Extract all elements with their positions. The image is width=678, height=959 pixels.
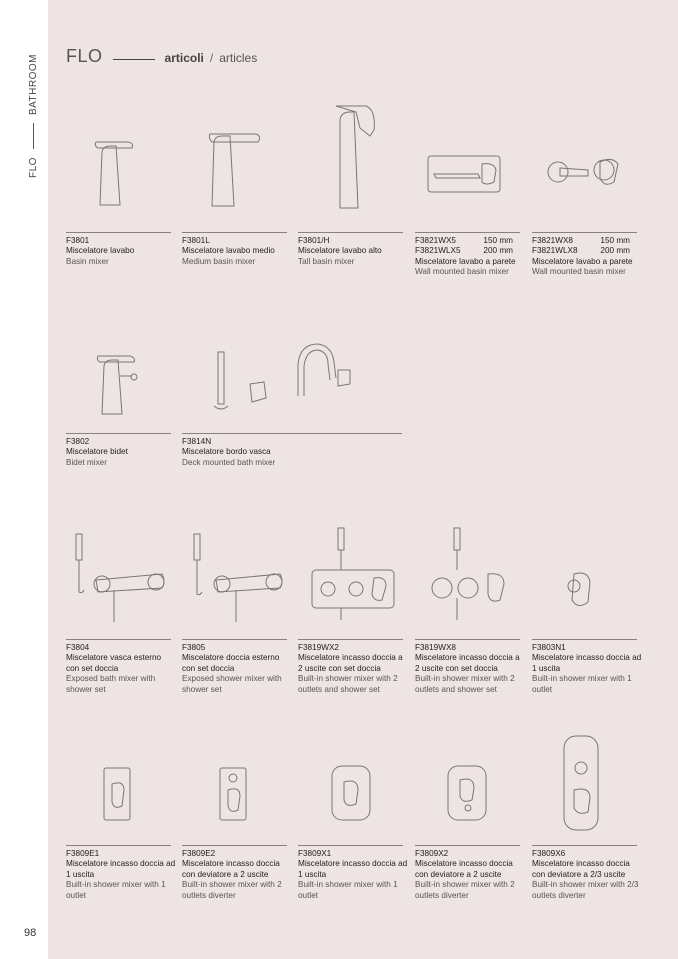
product-code-row bbox=[532, 246, 630, 256]
builtin-shower-single-illustration bbox=[560, 568, 600, 614]
product-code: F3809E2 bbox=[182, 849, 216, 858]
shower-mixer-round-plate-1-illustration bbox=[330, 764, 374, 822]
product-desc-it: Miscelatore lavabo alto bbox=[298, 246, 382, 256]
product-code: F3809X6 bbox=[532, 849, 566, 858]
product-rule bbox=[182, 845, 287, 846]
product-rule bbox=[532, 845, 637, 846]
product-desc-en: Built-in shower mixer with 2 outlets diverter bbox=[415, 880, 515, 900]
product-desc-it: Miscelatore lavabo a parete bbox=[532, 256, 633, 266]
product-desc-en: Tall basin mixer bbox=[298, 256, 355, 266]
product-rule bbox=[182, 433, 402, 434]
product-code: F3801L bbox=[182, 236, 210, 245]
builtin-shower-plate-illustration bbox=[308, 526, 398, 622]
tall-basin-mixer-illustration bbox=[330, 100, 380, 212]
header-title-it: articoli bbox=[164, 51, 204, 65]
page-header bbox=[66, 46, 257, 67]
shower-mixer-plate-1-illustration bbox=[102, 766, 134, 824]
product-size: 200 mm bbox=[483, 246, 513, 256]
product-desc-en: Built-in shower mixer with 2 outlets and shower set bbox=[298, 674, 398, 694]
header-brand: FLO bbox=[66, 46, 103, 66]
product-rule bbox=[415, 639, 520, 640]
product-rule bbox=[66, 433, 171, 434]
sidebar-brand: FLO bbox=[28, 157, 39, 178]
product-desc-it: Miscelatore incasso doccia a 2 uscite con set doccia bbox=[415, 653, 520, 673]
product-rule bbox=[182, 232, 287, 233]
product-code: F3809E1 bbox=[66, 849, 100, 858]
product-desc-it: Miscelatore bordo vasca bbox=[182, 447, 271, 457]
exposed-shower-mixer-illustration bbox=[188, 532, 288, 624]
product-desc-en: Built-in shower mixer with 1 outlet bbox=[298, 880, 398, 900]
product-rule bbox=[66, 845, 171, 846]
product-desc-en: Wall mounted basin mixer bbox=[415, 267, 509, 277]
sidebar-category: BATHROOM bbox=[28, 54, 39, 116]
product-code: F3821WLX5 bbox=[415, 246, 461, 256]
product-desc-it: Miscelatore lavabo bbox=[66, 246, 135, 256]
product-desc-en: Built-in shower mixer with 2/3 outlets diverter bbox=[532, 880, 639, 900]
product-code-row bbox=[415, 236, 513, 246]
product-rule bbox=[66, 232, 171, 233]
product-rule bbox=[532, 232, 637, 233]
product-code: F3809X2 bbox=[415, 849, 449, 858]
product-desc-it: Miscelatore doccia esterno con set doccia bbox=[182, 653, 280, 673]
product-desc-it: Miscelatore incasso doccia con deviatore a 2 uscite bbox=[182, 859, 280, 879]
product-desc-it: Miscelatore incasso doccia ad 1 uscita bbox=[298, 859, 408, 879]
product-desc-it: Miscelatore incasso doccia con deviatore a 2/3 uscite bbox=[532, 859, 630, 879]
sidebar bbox=[0, 0, 48, 959]
catalog-page bbox=[48, 0, 678, 959]
product-code: F3805 bbox=[182, 643, 206, 652]
product-desc-en: Wall mounted basin mixer bbox=[532, 267, 626, 277]
product-desc-en: Built-in shower mixer with 2 outlets and shower set bbox=[415, 674, 515, 694]
product-desc-it: Miscelatore bidet bbox=[66, 447, 128, 457]
product-desc-en: Basin mixer bbox=[66, 256, 109, 266]
shower-mixer-plate-2-illustration bbox=[218, 766, 250, 824]
wall-basin-mixer-illustration bbox=[544, 148, 624, 192]
builtin-shower-illustration bbox=[428, 526, 518, 622]
sidebar-label bbox=[28, 54, 39, 178]
product-code: F3821WX8 bbox=[532, 236, 573, 245]
product-desc-en: Exposed bath mixer with shower set bbox=[66, 674, 156, 694]
product-code: F3802 bbox=[66, 437, 90, 446]
product-desc-en: Built-in shower mixer with 1 outlet bbox=[532, 674, 632, 694]
product-desc-en: Built-in shower mixer with 1 outlet bbox=[66, 880, 166, 900]
product-rule bbox=[532, 639, 637, 640]
product-desc-it: Miscelatore lavabo a parete bbox=[415, 256, 516, 266]
product-desc-en: Exposed shower mixer with shower set bbox=[182, 674, 282, 694]
product-desc-it: Miscelatore incasso doccia a 2 uscite con set doccia bbox=[298, 653, 403, 673]
product-code: F3801/H bbox=[298, 236, 330, 245]
product-desc-it: Miscelatore vasca esterno con set doccia bbox=[66, 653, 162, 673]
product-desc-it: Miscelatore incasso doccia ad 1 uscita bbox=[532, 653, 642, 673]
product-rule bbox=[66, 639, 171, 640]
product-desc-it: Miscelatore lavabo medio bbox=[182, 246, 275, 256]
product-code: F3814N bbox=[182, 437, 212, 446]
header-separator: / bbox=[209, 51, 214, 65]
product-rule bbox=[298, 232, 403, 233]
bidet-mixer-illustration bbox=[90, 352, 140, 418]
shower-mixer-tall-plate-illustration bbox=[562, 734, 602, 832]
product-code-row bbox=[532, 236, 630, 246]
product-code: F3819WX8 bbox=[415, 643, 456, 652]
basin-mixer-illustration bbox=[88, 130, 138, 210]
wall-basin-mixer-plate-illustration bbox=[424, 148, 504, 196]
product-code: F3809X1 bbox=[298, 849, 332, 858]
product-code: F3821WX5 bbox=[415, 236, 456, 245]
product-desc-en: Deck mounted bath mixer bbox=[182, 457, 276, 467]
product-size: 150 mm bbox=[483, 236, 513, 245]
product-rule bbox=[298, 845, 403, 846]
product-size: 200 mm bbox=[600, 246, 630, 256]
product-desc-it: Miscelatore incasso doccia con deviatore a 2 uscite bbox=[415, 859, 513, 879]
product-code: F3801 bbox=[66, 236, 90, 245]
header-title-en: articles bbox=[219, 51, 258, 65]
product-desc-en: Medium basin mixer bbox=[182, 256, 256, 266]
sidebar-rule bbox=[33, 123, 34, 149]
product-rule bbox=[415, 232, 520, 233]
product-code: F3804 bbox=[66, 643, 90, 652]
product-code-row bbox=[415, 246, 513, 256]
header-rule bbox=[113, 59, 155, 60]
product-code: F3821WLX8 bbox=[532, 246, 578, 256]
product-desc-en: Built-in shower mixer with 2 outlets diverter bbox=[182, 880, 282, 900]
product-desc-en: Bidet mixer bbox=[66, 457, 107, 467]
product-code: F3819WX2 bbox=[298, 643, 339, 652]
product-code: F3803N1 bbox=[532, 643, 566, 652]
product-size: 150 mm bbox=[600, 236, 630, 245]
product-rule bbox=[415, 845, 520, 846]
deck-bath-mixer-illustration bbox=[206, 340, 356, 414]
product-rule bbox=[298, 639, 403, 640]
shower-mixer-round-plate-2-illustration bbox=[446, 764, 490, 822]
product-desc-it: Miscelatore incasso doccia ad 1 uscita bbox=[66, 859, 176, 879]
product-rule bbox=[182, 639, 287, 640]
page-number: 98 bbox=[24, 927, 37, 939]
medium-basin-mixer-illustration bbox=[204, 128, 264, 210]
exposed-bath-mixer-illustration bbox=[70, 532, 170, 624]
